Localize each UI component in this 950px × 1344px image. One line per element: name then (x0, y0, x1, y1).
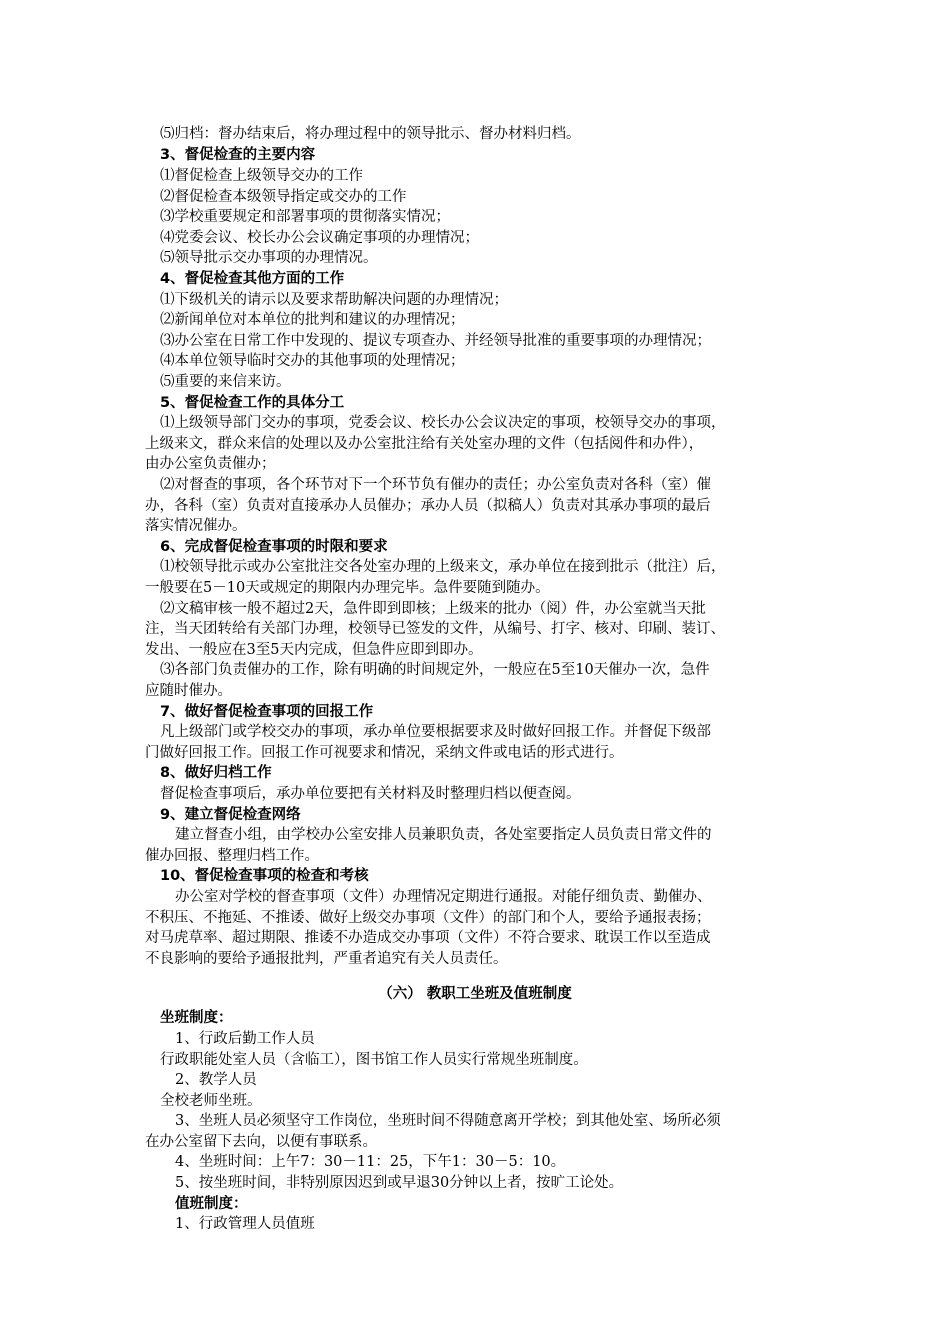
section-heading: 6、完成督促检查事项的时限和要求 (160, 539, 388, 555)
text-line: ⑸领导批示交办事项的办理情况。 (160, 250, 378, 266)
text-line: ⑷本单位领导临时交办的其他事项的处理情况； (160, 353, 465, 369)
text-line: 催办回报、整理归档工作。 (145, 848, 319, 864)
section-heading: 坐班制度： (160, 1010, 233, 1026)
text-line: ⑶各部门负责催办的工作，除有明确的时间规定外，一般应在5至10天催办一次，急件 (160, 662, 710, 678)
text-line: 应随时催办。 (145, 683, 232, 699)
text-line: ⑵对督查的事项，各个环节对下一个环节负有催办的责任；办公室负责对各科（室）催 (160, 477, 711, 493)
text-line: ⑷党委会议、校长办公会议确定事项的办理情况； (160, 230, 479, 246)
section-heading: 9、建立督促检查网络 (160, 807, 301, 823)
text-line: 发出、一般应在3至5天内完成，但急件应即到即办。 (145, 642, 483, 658)
text-line: 在办公室留下去向，以便有事联系。 (145, 1134, 377, 1150)
text-line: ⑶学校重要规定和部署事项的贯彻落实情况； (160, 209, 450, 225)
section-heading: 8、做好归档工作 (160, 765, 272, 781)
text-line: ⑵新闻单位对本单位的批判和建议的办理情况； (160, 312, 465, 328)
text-line: 4、坐班时间：上午7：30－11：25，下午1：30－5：10。 (175, 1154, 566, 1170)
text-line: 落实情况催办。 (145, 518, 247, 534)
text-line: 一般要在5－10天或规定的期限内办理完毕。急件要随到随办。 (145, 580, 550, 596)
section-heading: 值班制度： (175, 1196, 248, 1212)
text-line: 由办公室负责催办； (145, 456, 276, 472)
text-line: ⑴下级机关的请示以及要求帮助解决问题的办理情况； (160, 292, 508, 308)
text-line: ⑴校领导批示或办公室批注交各处室办理的上级来文，承办单位在接到批示（批注）后， (160, 559, 726, 575)
text-line: ⑴上级领导部门交办的事项，党委会议、校长办公会议决定的事项，校领导交办的事项， (160, 415, 726, 431)
text-line: 行政职能处室人员（含临工），图书馆工作人员实行常规坐班制度。 (160, 1052, 588, 1068)
text-line: ⑵文稿审核一般不超过2天，急件即到即核；上级来的批办（阅）件，办公室就当天批 (160, 601, 706, 617)
text-line: ⑸重要的来信来访。 (160, 374, 291, 390)
section-heading: 5、督促检查工作的具体分工 (160, 395, 345, 411)
text-line: 注，当天团转给有关部门办理，校领导已签发的文件，从编号、打字、核对、印刷、装订、 (145, 621, 725, 637)
section-heading: 3、督促检查的主要内容 (160, 147, 316, 163)
text-line: 办，各科（室）负责对直接承办人员催办；承办人员（拟稿人）负责对其承办事项的最后 (145, 498, 711, 514)
text-line: 建立督查小组，由学校办公室安排人员兼职负责，各处室要指定人员负责日常文件的 (175, 827, 712, 843)
text-line: 凡上级部门或学校交办的事项，承办单位要根据要求及时做好回报工作。并督促下级部 (160, 724, 711, 740)
section-heading: 10、督促检查事项的检查和考核 (160, 868, 369, 884)
text-line: 门做好回报工作。回报工作可视要求和情况，采纳文件或电话的形式进行。 (145, 745, 624, 761)
text-line: 3、坐班人员必须坚守工作岗位，坐班时间不得随意离开学校；到其他处室、场所必须 (175, 1113, 721, 1129)
text-line: 1、行政管理人员值班 (175, 1216, 315, 1232)
text-line: 2、教学人员 (175, 1072, 257, 1088)
text-line: 上级来文，群众来信的处理以及办公室批注给有关处室办理的文件（包括阅件和办件）， (145, 436, 704, 452)
text-line: 1、行政后勤工作人员 (175, 1031, 315, 1047)
text-line: ⑵督促检查本级领导指定或交办的工作 (160, 189, 407, 205)
chapter-title: （六） 教职工坐班及值班制度 (378, 986, 572, 1002)
text-line: 5、按坐班时间，非特别原因迟到或早退30分钟以上者，按旷工论处。 (175, 1175, 624, 1191)
text-line: 对马虎草率、超过期限、推诿不办造成交办事项（文件）不符合要求、耽误工作以至造成 (145, 930, 711, 946)
text-line: 办公室对学校的督查事项（文件）办理情况定期进行通报。对能仔细负责、勤催办、 (175, 889, 712, 905)
text-line: 督促检查事项后，承办单位要把有关材料及时整理归档以便查阅。 (160, 786, 581, 802)
text-line: ⑸归档：督办结束后，将办理过程中的领导批示、督办材料归档。 (160, 126, 581, 142)
text-line: 不良影响的要给予通报批判，严重者追究有关人员责任。 (145, 951, 508, 967)
section-heading: 7、做好督促检查事项的回报工作 (160, 704, 374, 720)
section-heading: 4、督促检查其他方面的工作 (160, 271, 345, 287)
text-line: ⑴督促检查上级领导交办的工作 (160, 168, 363, 184)
text-line: 不积压、不拖延、不推诿、做好上级交办事项（文件）的部门和个人，要给予通报表扬； (145, 910, 711, 926)
text-line: ⑶办公室在日常工作中发现的、提议专项查办、并经领导批准的重要事项的办理情况； (160, 333, 711, 349)
text-line: 全校老师坐班。 (160, 1093, 262, 1109)
